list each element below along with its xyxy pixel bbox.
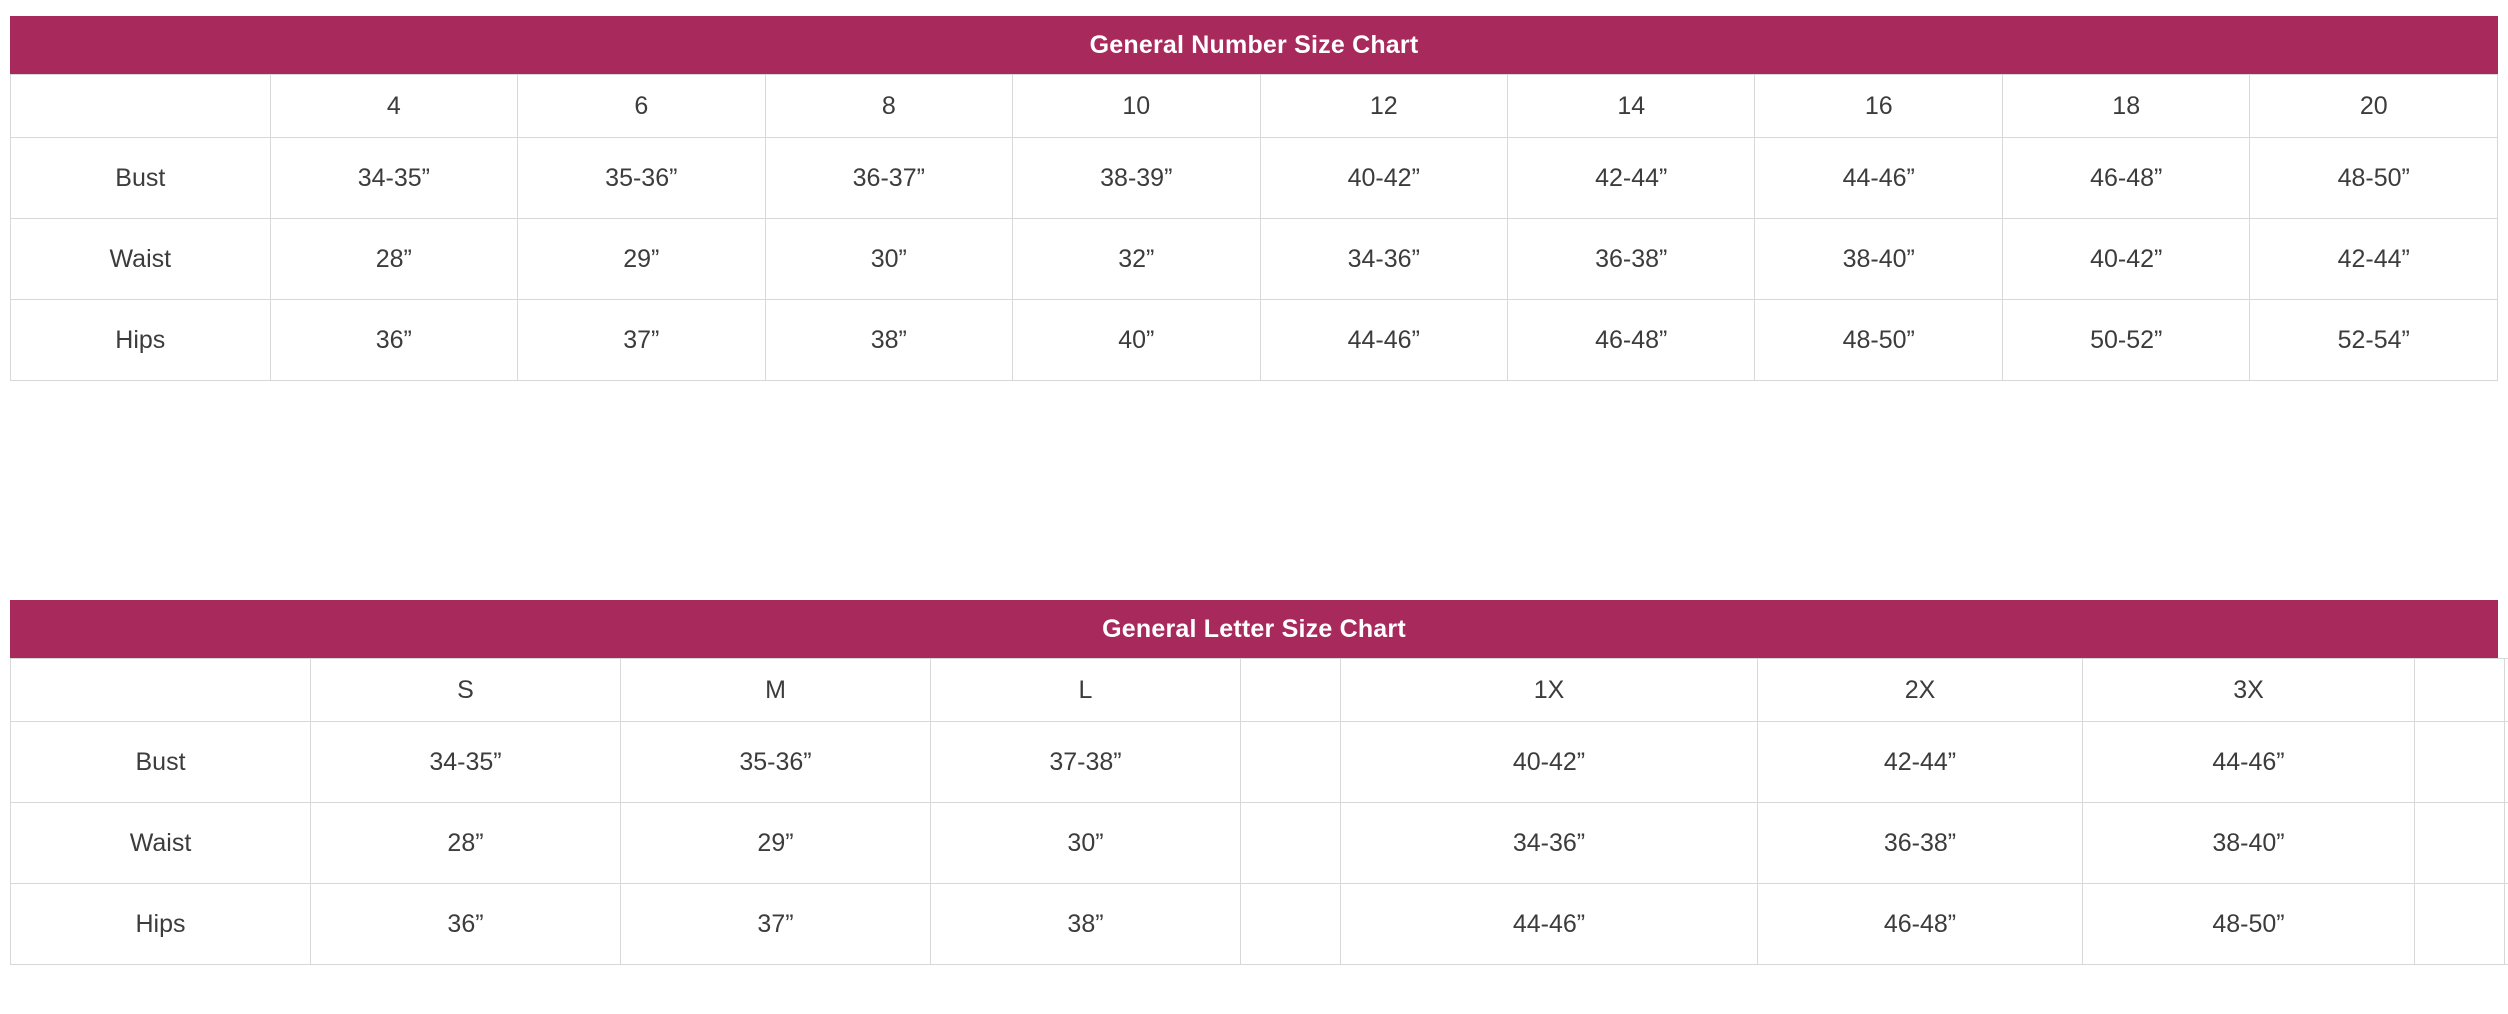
header-cell-size: S bbox=[311, 659, 621, 722]
table-cell: 37” bbox=[518, 300, 765, 381]
table-cell: 36-38” bbox=[1758, 803, 2083, 884]
table-cell: 46-48” bbox=[1508, 300, 1755, 381]
table-cell: 40-42” bbox=[1260, 138, 1507, 219]
table-cell: 40-42” bbox=[2002, 219, 2249, 300]
table-cell: 38-40” bbox=[2083, 803, 2415, 884]
table-cell: 42-44” bbox=[2250, 219, 2498, 300]
table-cell: 44-46” bbox=[2083, 722, 2415, 803]
table-cell-empty bbox=[2505, 884, 2508, 965]
header-cell-size: 18 bbox=[2002, 75, 2249, 138]
size-table bbox=[10, 74, 2498, 381]
table-cell-empty bbox=[2415, 884, 2505, 965]
table-cell: 42-44” bbox=[1758, 722, 2083, 803]
header-cell-size: L bbox=[931, 659, 1241, 722]
table-row bbox=[11, 138, 2498, 219]
header-cell-empty bbox=[1241, 659, 1341, 722]
table-header-row bbox=[11, 75, 2498, 138]
table-row bbox=[11, 300, 2498, 381]
table-header bbox=[11, 75, 2498, 138]
table-cell: 29” bbox=[621, 803, 931, 884]
table-header-row bbox=[11, 659, 2508, 722]
table-cell-empty bbox=[1241, 722, 1341, 803]
size-table bbox=[10, 658, 2508, 965]
table-row bbox=[11, 722, 2508, 803]
table-cell: 34-36” bbox=[1341, 803, 1758, 884]
row-label: Bust bbox=[11, 138, 271, 219]
table-cell: 36-38” bbox=[1508, 219, 1755, 300]
header-cell-empty bbox=[2505, 659, 2508, 722]
table-body bbox=[11, 138, 2498, 381]
table-cell: 48-50” bbox=[1755, 300, 2002, 381]
table-cell: 36-37” bbox=[765, 138, 1012, 219]
table-cell: 44-46” bbox=[1755, 138, 2002, 219]
table-cell: 48-50” bbox=[2083, 884, 2415, 965]
table-cell: 30” bbox=[931, 803, 1241, 884]
header-cell-empty bbox=[2415, 659, 2505, 722]
table-cell: 37-38” bbox=[931, 722, 1241, 803]
table-cell: 44-46” bbox=[1260, 300, 1507, 381]
table-cell-empty bbox=[1241, 803, 1341, 884]
letter-size-chart bbox=[10, 600, 2498, 965]
table-body bbox=[11, 722, 2508, 965]
row-label: Waist bbox=[11, 803, 311, 884]
table-cell-empty bbox=[2505, 803, 2508, 884]
table-cell: 44-46” bbox=[1341, 884, 1758, 965]
table-cell: 34-35” bbox=[311, 722, 621, 803]
number-size-chart bbox=[10, 16, 2498, 381]
table-row bbox=[11, 219, 2498, 300]
table-cell-empty bbox=[1241, 884, 1341, 965]
table-cell: 36” bbox=[270, 300, 517, 381]
header-cell-size: M bbox=[621, 659, 931, 722]
table-cell: 34-35” bbox=[270, 138, 517, 219]
header-cell-size: 10 bbox=[1013, 75, 1260, 138]
table-cell: 35-36” bbox=[518, 138, 765, 219]
table-cell: 29” bbox=[518, 219, 765, 300]
chart-title: General Letter Size Chart bbox=[10, 600, 2498, 658]
table-cell: 42-44” bbox=[1508, 138, 1755, 219]
table-cell: 38-40” bbox=[1755, 219, 2002, 300]
row-label: Hips bbox=[11, 884, 311, 965]
row-label: Waist bbox=[11, 219, 271, 300]
table-cell: 32” bbox=[1013, 219, 1260, 300]
table-cell: 46-48” bbox=[2002, 138, 2249, 219]
header-cell-size: 3X bbox=[2083, 659, 2415, 722]
table-cell: 46-48” bbox=[1758, 884, 2083, 965]
header-cell-size: 16 bbox=[1755, 75, 2002, 138]
table-cell-empty bbox=[2505, 722, 2508, 803]
header-cell-size: 14 bbox=[1508, 75, 1755, 138]
table-cell-empty bbox=[2415, 722, 2505, 803]
table-cell: 36” bbox=[311, 884, 621, 965]
header-cell-size: 6 bbox=[518, 75, 765, 138]
table-cell: 38” bbox=[765, 300, 1012, 381]
table-row bbox=[11, 803, 2508, 884]
table-cell-empty bbox=[2415, 803, 2505, 884]
chart-title: General Number Size Chart bbox=[10, 16, 2498, 74]
table-cell: 28” bbox=[311, 803, 621, 884]
table-header bbox=[11, 659, 2508, 722]
table-cell: 35-36” bbox=[621, 722, 931, 803]
header-cell-size: 4 bbox=[270, 75, 517, 138]
table-cell: 30” bbox=[765, 219, 1012, 300]
table-cell: 50-52” bbox=[2002, 300, 2249, 381]
table-cell: 28” bbox=[270, 219, 517, 300]
header-cell-size: 20 bbox=[2250, 75, 2498, 138]
header-cell-size: 12 bbox=[1260, 75, 1507, 138]
table-cell: 40-42” bbox=[1341, 722, 1758, 803]
table-cell: 38” bbox=[931, 884, 1241, 965]
table-cell: 37” bbox=[621, 884, 931, 965]
header-cell-corner bbox=[11, 659, 311, 722]
table-row bbox=[11, 884, 2508, 965]
table-cell: 52-54” bbox=[2250, 300, 2498, 381]
table-cell: 34-36” bbox=[1260, 219, 1507, 300]
table-cell: 38-39” bbox=[1013, 138, 1260, 219]
header-cell-size: 2X bbox=[1758, 659, 2083, 722]
header-cell-size: 8 bbox=[765, 75, 1012, 138]
row-label: Bust bbox=[11, 722, 311, 803]
header-cell-size: 1X bbox=[1341, 659, 1758, 722]
table-cell: 48-50” bbox=[2250, 138, 2498, 219]
header-cell-corner bbox=[11, 75, 271, 138]
table-cell: 40” bbox=[1013, 300, 1260, 381]
row-label: Hips bbox=[11, 300, 271, 381]
